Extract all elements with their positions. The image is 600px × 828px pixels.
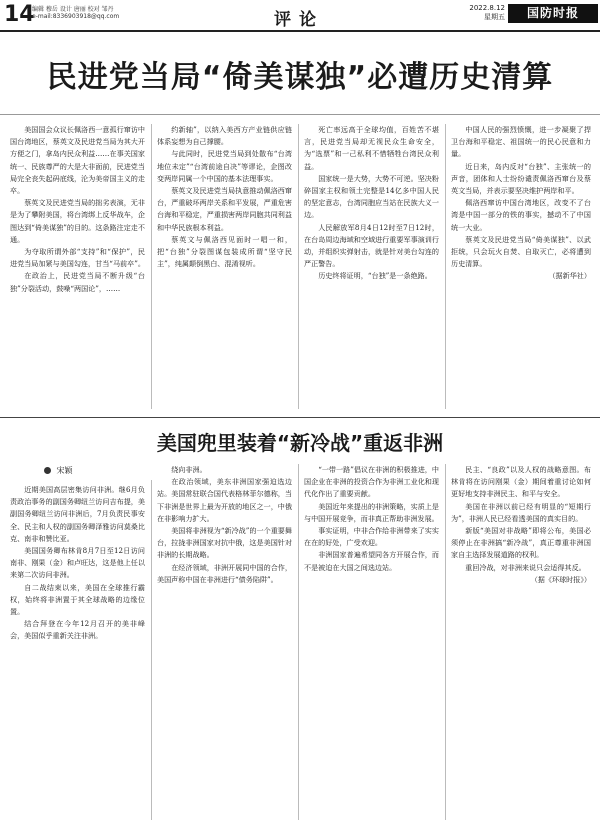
paragraph: 死亡率远高于全球均值，百姓苦不堪言，民进党当局却无视民众生命安全，为“选票”和一己私利不惜牺牲台湾民众利益。 (304, 125, 439, 171)
article1-headline-box (0, 34, 600, 115)
column-divider (298, 124, 299, 409)
weekday-line: 星期五 (484, 13, 505, 21)
article1-byline: （据新华社） (548, 271, 591, 281)
section-separator (0, 417, 600, 418)
paragraph: 自二战结束以来，美国在全球推行霸权，始终将非洲置于其全球战略的边缘位置。 (10, 582, 145, 617)
article2-col1 (10, 484, 145, 819)
article2-col4 (451, 464, 591, 819)
newspaper-logo: 国防时报 (508, 4, 598, 23)
paragraph: 美国国务卿布林肯8月7日至12日访问南非、刚果（金）和卢旺达，这是他上任以来第二次访问非洲。 (10, 546, 145, 580)
paragraph: 民主、“良政”以及人权的战略意图。布林肯将在访问刚果（金）期间着重讨论如何更好地支持非洲民主、和平与安全。 (451, 465, 591, 499)
paragraph: 美国将非洲视为“新冷战”的一个重要舞台，拉拢非洲国家对抗中俄，这是美国针对非洲的长期战略。 (157, 526, 292, 560)
paragraph: 绕向非洲。 (171, 465, 207, 474)
paragraph: 蔡英文及民进党当局“倚美谋独”、以武拒统，只会玩火自焚、自取灭亡，必将遭到历史清算。 (451, 234, 591, 269)
article2-col2 (157, 464, 292, 819)
section-title: 评论 (274, 10, 324, 30)
article1-headline: 民进党当局“倚美谋独”必遭历史清算 (46, 60, 554, 95)
paragraph: 美国国会众议长佩洛西一意孤行窜访中国台湾地区，蔡英文及民进党当局为其大开方便之门，拿岛内民众利益……在事关国家统一、民族尊严的大是大非面前，民进党当局完全丧失起码底线，沦为美帝国主义的走卒。 (10, 125, 145, 196)
paragraph: 蔡英文及民进党当局的拙劣表演，无非是为了攀附美国，将台湾绑上反华战车，企图达到“倚美谋独”的目的。这条路注定走不通。 (10, 198, 145, 244)
paragraph: 历史终将证明，“台独”是一条绝路。 (318, 271, 432, 281)
article1-col2 (157, 124, 292, 409)
article2-headline: 美国兜里装着“新冷战”重返非洲 (156, 431, 444, 455)
paragraph: 佩洛西窜访中国台湾地区，改变不了台湾是中国一部分的铁的事实，撼动不了中国统一大业。 (451, 198, 591, 232)
article2-col3 (304, 464, 439, 819)
paragraph: 与此同时，民进党当局到处散布“台湾地位未定”“台湾前途自决”等谬论，企图改变两岸同属一个中国的基本法理事实。 (157, 149, 292, 183)
page-header (0, 0, 600, 32)
column-divider (151, 480, 152, 820)
column-divider (445, 464, 446, 820)
paragraph: 近期美国高层密集访问非洲。继6月负责政治事务的副国务卿纽兰访问吉布提，美副国务卿纽兰访问非洲后，7月负责民事安全、民主和人权的副国务卿泽雅访问莫桑比克、南非和赞比亚。 (10, 485, 145, 543)
paragraph: 在经济领域，非洲开展同中国的合作，美国声称中国在非洲进行“债务陷阱”。 (157, 562, 292, 584)
column-divider (298, 464, 299, 820)
paragraph: 美国在非洲以前已经有明显的“短期行为”，非洲人民已经看透美国的真实目的。 (451, 501, 591, 523)
paragraph: 中国人民的强烈愤慨，进一步凝聚了捍卫台海和平稳定、祖国统一的民心民意和力量。 (451, 125, 591, 159)
paragraph: 在政治领域，美东非洲国家强迫选边站。美国常驻联合国代表格林菲尔德称，当下非洲是世界上最为开放的地区之一，中俄在非影响力扩大。 (157, 477, 292, 523)
author-bullet-icon (44, 467, 51, 474)
paragraph: 蔡英文及民进党当局执意推动佩洛西窜台，严重破坏两岸关系和平发展，严重危害台海和平稳定，严重损害两岸同胞共同利益和中华民族根本利益。 (157, 186, 292, 232)
page-number: 14 (4, 2, 35, 27)
paragraph: 新版“美国对非战略”即将公布，美国必须停止在非洲搞“新冷战”，真正尊重非洲国家自主选择发展道路的权利。 (451, 526, 591, 560)
editor-credits (32, 4, 192, 20)
paragraph: “一带一路”倡议在非洲的积极推进，中国企业在非洲的投资合作为非洲工业化和现代化作出了重要贡献。 (304, 465, 439, 499)
paragraph: 事实证明，中非合作给非洲带来了实实在在的好处，广受欢迎。 (304, 526, 439, 548)
date-line: 2022.8.12 (469, 4, 505, 12)
paragraph: 人民解放军8月4日12时至7日12时，在台岛周边海域和空域进行重要军事演训行动，并组织实弹射击，就是针对美台勾连的严正警告。 (304, 222, 439, 269)
article1-col1 (10, 124, 145, 409)
article2-byline: （据《环球时报》） (530, 574, 591, 584)
paragraph: 非洲国家普遍希望同各方开展合作，而不是被迫在大国之间选边站。 (304, 550, 439, 572)
column-divider (445, 124, 446, 409)
paragraph: 美国近年来提出的非洲策略，实质上是与中国开展竞争，而非真正帮助非洲发展。 (304, 501, 439, 523)
paragraph: 重回冷战，对非洲来说只会适得其反。 (465, 562, 586, 572)
paragraph: 结合拜登在今年12月召开的美非峰会，美国似乎重新关注非洲。 (10, 619, 145, 641)
paragraph: 在政治上，民进党当局不断升级“台独”分裂活动，鼓噪“两国论”，…… (10, 271, 145, 293)
paragraph: 约新轴”，以纳入美西方产业链供应链体系妄想为自己撑腰。 (157, 125, 292, 147)
paragraph: 蔡英文与佩洛西见面时一唱一和，把“台独”分裂图谋包装成所谓“坚守民主”，纯属颠倒黑白、混淆视听。 (157, 234, 292, 269)
email-line: e-mail:8336903918@qq.com (32, 13, 120, 20)
paragraph: 近日来，岛内反对“台独”、主张统一的声音，团体和人士纷纷谴责佩洛西窜台及蔡英文当局，并表示要坚决维护两岸和平。 (451, 161, 591, 196)
paragraph: 为夺取所谓外部“支持”和“保护”，民进党当局加紧与美国勾连，甘当“马前卒”。 (10, 247, 145, 269)
editors-line: 编辑 穆岳 设计 唐丽 校对 邹丹 (32, 6, 114, 13)
article1-col4 (451, 124, 591, 409)
author-name: 宋颖 (56, 466, 73, 475)
column-divider (151, 124, 152, 409)
issue-date (445, 4, 505, 22)
article1-col3 (304, 124, 439, 409)
paragraph: 国家统一是大势，大势不可逆。坚决粉碎国家主权和领土完整是14亿多中国人民的坚定意志，台湾同胞应当站在民族大义一边。 (304, 173, 439, 220)
article2-author (44, 465, 73, 476)
